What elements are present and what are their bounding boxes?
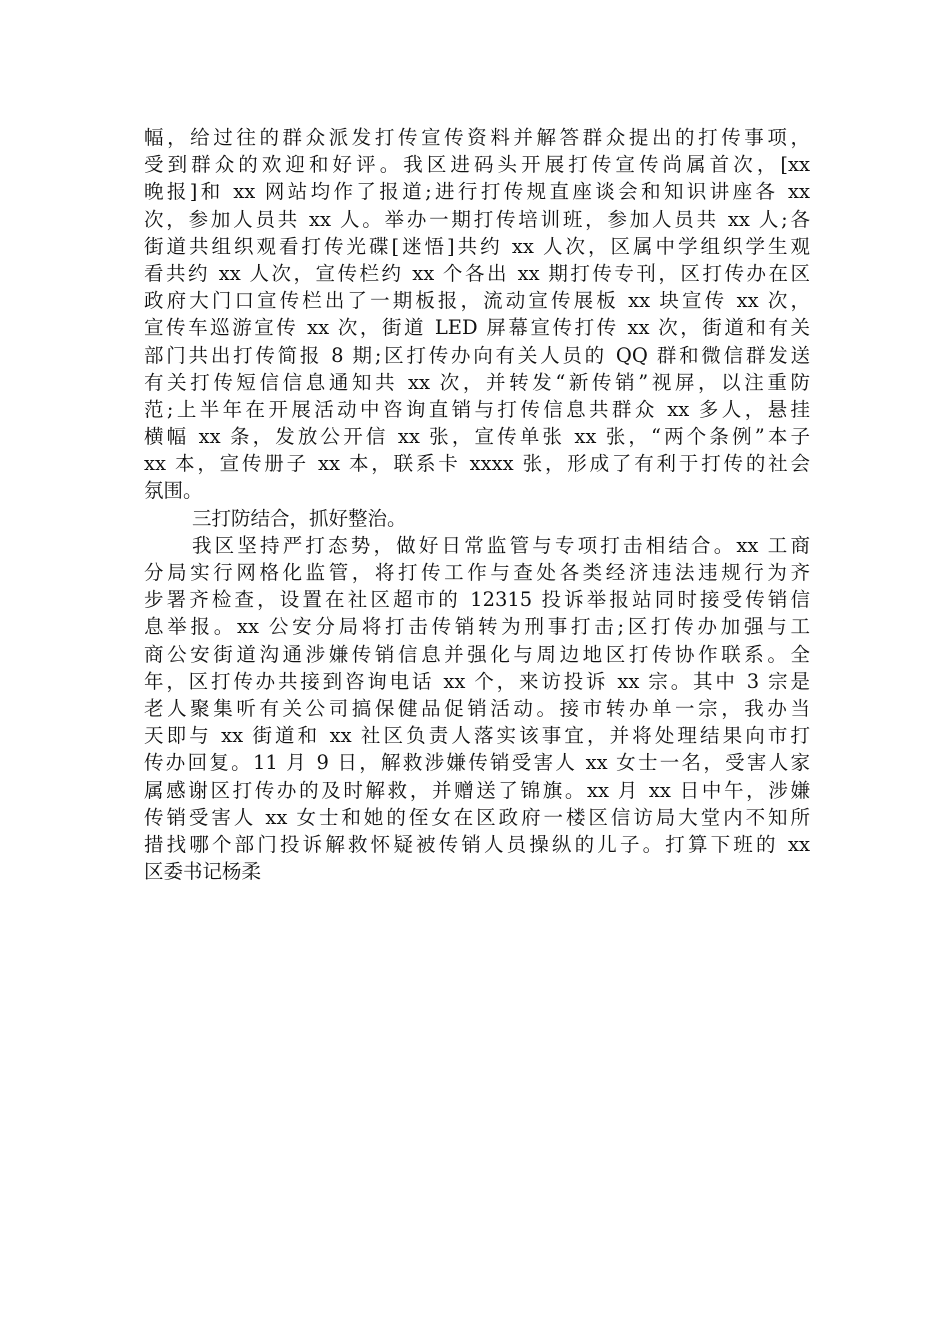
text-line: 天即与 xx 街道和 xx 社区负责人落实该事宜，并将处理结果向市打 bbox=[144, 724, 810, 748]
text-line: 传办回复。11 月 9 日，解救涉嫌传销受害人 xx 女士一名，受害人家 bbox=[144, 751, 810, 775]
text-line: 看共约 xx 人次，宣传栏约 xx 个各出 xx 期打传专刊，区打传办在区 bbox=[144, 261, 810, 285]
text-line: 政府大门口宣传栏出了一期板报，流动宣传展板 xx 块宣传 xx 次， bbox=[144, 289, 810, 313]
text-line: 商公安街道沟通涉嫌传销信息并强化与周边地区打传协作联系。全 bbox=[144, 642, 810, 666]
document-body bbox=[144, 124, 810, 885]
text-line: 氛围。 bbox=[144, 479, 203, 503]
text-line: 幅，给过往的群众派发打传宣传资料并解答群众提出的打传事项， bbox=[144, 126, 810, 149]
text-line: 分局实行网格化监管，将打传工作与查处各类经济违法违规行为齐 bbox=[144, 561, 810, 584]
text-line: 息举报。xx 公安分局将打击传销转为刑事打击;区打传办加强与工 bbox=[144, 615, 810, 639]
text-line: 措找哪个部门投诉解救怀疑被传销人员操纵的儿子。打算下班的 xx bbox=[144, 832, 810, 856]
text-line: 老人聚集听有关公司搞保健品促销活动。接市转办单一宗，我办当 bbox=[144, 696, 810, 720]
text-line: 部门共出打传简报 8 期;区打传办向有关人员的 QQ 群和微信群发送 bbox=[144, 343, 810, 367]
text-line: 横幅 xx 条，发放公开信 xx 张，宣传单张 xx 张，“两个条例”本子 bbox=[144, 425, 810, 449]
section-heading: 三打防结合，抓好整治。 bbox=[192, 506, 407, 530]
text-line: 宣传车巡游宣传 xx 次，街道 LED 屏幕宣传打传 xx 次，街道和有关 bbox=[144, 316, 810, 340]
text-line: 步署齐检查，设置在社区超市的 12315 投诉举报站同时接受传销信 bbox=[144, 588, 810, 612]
text-line: 次，参加人员共 xx 人。举办一期打传培训班，参加人员共 xx 人;各 bbox=[144, 207, 810, 231]
text-line: 年，区打传办共接到咨询电话 xx 个，来访投诉 xx 宗。其中 3 宗是 bbox=[144, 669, 810, 693]
text-line: 晚报]和 xx 网站均作了报道;进行打传规直座谈会和知识讲座各 xx bbox=[144, 180, 810, 204]
text-line: 有关打传短信信息通知共 xx 次，并转发“新传销”视屏，以注重防 bbox=[144, 370, 810, 394]
text-line: 受到群众的欢迎和好评。我区进码头开展打传宣传尚属首次，[xx bbox=[144, 153, 810, 177]
text-line: 传销受害人 xx 女士和她的侄女在区政府一楼区信访局大堂内不知所 bbox=[144, 805, 810, 829]
text-line: xx 本，宣传册子 xx 本，联系卡 xxxx 张，形成了有利于打传的社会 bbox=[144, 452, 810, 476]
text-line: 街道共组织观看打传光碟[迷悟]共约 xx 人次，区属中学组织学生观 bbox=[144, 234, 810, 258]
text-line: 属感谢区打传办的及时解救，并赠送了锦旗。xx 月 xx 日中午，涉嫌 bbox=[144, 778, 810, 802]
text-line: 区委书记杨柔 bbox=[144, 860, 262, 884]
text-line: 范;上半年在开展活动中咨询直销与打传信息共群众 xx 多人，悬挂 bbox=[144, 397, 810, 421]
paragraph-first-line: 我区坚持严打态势，做好日常监管与专项打击相结合。xx 工商 bbox=[192, 533, 810, 557]
